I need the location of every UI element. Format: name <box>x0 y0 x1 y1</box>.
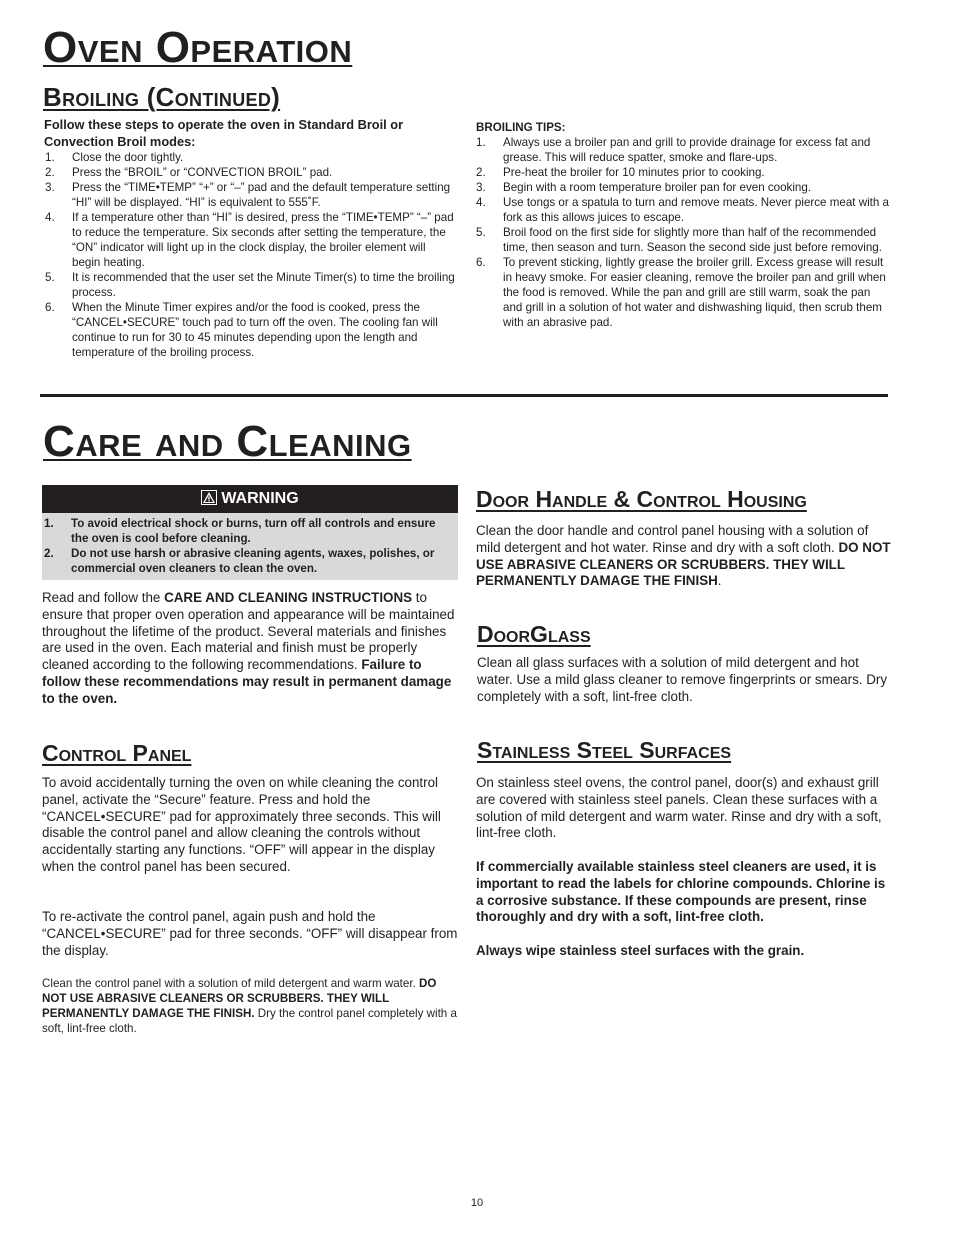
control-panel-text-3 <box>42 976 462 1036</box>
control-panel-clean-text: Clean the control panel with a solution of mild detergent and warm water. <box>42 977 420 990</box>
broil-tips-list <box>474 135 890 330</box>
broil-tip-text: To prevent sticking, lightly grease the broiler grill. Excess grease will result in heavy smoke. For easier cleaning, remove the broiler pan and grill when the food is removed. While the pan and grill are still warm, soak the pan and grill in a solution of hot water and dishwashing liquid, then scrub them with an abrasive pad. <box>503 256 886 329</box>
warning-box <box>42 485 458 580</box>
section-heading-door-glass: DoorGlass <box>477 621 591 647</box>
section-heading-stainless-steel: Stainless Steel Surfaces <box>477 737 732 763</box>
care-intro <box>42 590 462 708</box>
warning-label: WARNING <box>221 490 299 507</box>
warning-item <box>42 546 454 576</box>
warning-body <box>42 513 458 580</box>
broil-tip <box>474 180 890 195</box>
control-panel-text-1: To avoid accidentally turning the oven on while cleaning the control panel, activate the “Secure” feature. Press and hold the “CANCEL•SECURE” pad for approximately three seconds. This will disable the control panel and allow cleaning the controls without accidentally starting any functions. “OFF” will appear in the display when the control panel has been secured. <box>42 775 441 874</box>
broil-tip-text: Always use a broiler pan and grill to provide drainage for excess fat and grease. This will reduce spatter, smoke and flare-ups. <box>503 136 871 164</box>
broil-tip-text: Broil food on the first side for slightly more than half of the recommended time, then season and turn. Season the second side just before removing. <box>503 226 882 254</box>
broil-steps-block <box>43 117 457 360</box>
warning-item-number: 2. <box>44 547 54 560</box>
care-intro-text: Read and follow the <box>42 590 165 605</box>
page-number: 10 <box>470 1197 484 1209</box>
section-divider <box>40 394 888 397</box>
door-handle-instructions: Clean the door handle and control panel housing with a solution of mild detergent and hot water. Rinse and dry with a soft cloth. <box>476 523 869 555</box>
broil-step <box>43 165 457 180</box>
care-intro-bold-warning: Failure to follow these recommendations may result in permanent damage to the oven. <box>42 657 452 706</box>
broil-tip-number: 1. <box>476 136 486 149</box>
broil-tip <box>474 165 890 180</box>
broil-steps-list <box>43 150 457 360</box>
section-heading-door-handle: Door Handle & Control Housing <box>476 486 807 512</box>
warning-item-number: 1. <box>44 517 54 530</box>
warning-triangle-icon <box>201 490 217 505</box>
broil-tip <box>474 135 890 165</box>
broil-step-text: When the Minute Timer expires and/or the food is cooked, press the “CANCEL•SECURE” touch pad to turn off the oven. The cooling fan will continue to run for 30 to 45 minutes depending upon the length and temperature of the broiling process. <box>72 301 438 359</box>
control-panel-clean-text-2: Dry the control panel completely with a soft, lint-free cloth. <box>42 1007 457 1035</box>
broil-tip-text: Pre-heat the broiler for 10 minutes prior to cooking. <box>503 166 765 179</box>
broil-tips-block <box>474 120 890 330</box>
broil-step <box>43 180 457 210</box>
broil-step-text: If a temperature other than “HI” is desired, press the “TIME•TEMP” “–” pad to reduce the temperature. Six seconds after setting the temperature, the “ON” indicator will light up in the clock display, the broiler element will begin heating. <box>72 211 454 269</box>
control-panel-text-2: To re-activate the control panel, again push and hold the “CANCEL•SECURE” pad for three seconds. “OFF” will disappear from the display. <box>42 909 458 958</box>
door-handle-period: . <box>717 573 722 589</box>
section-heading-broiling: Broiling (Continued) <box>43 82 281 112</box>
page-title-oven-operation: Oven Operation <box>43 23 353 72</box>
door-glass-text: Clean all glass surfaces with a solution of mild detergent and hot water. Use a mild glass cleaner to remove fingerprints or smears. Dry completely with a soft, lint-free cloth. <box>477 655 888 704</box>
care-intro-bold-title: CARE AND CLEANING INSTRUCTIONS <box>164 590 413 605</box>
broil-steps-intro: Follow these steps to operate the oven in Standard Broil or Convection Broil modes: <box>44 117 404 149</box>
control-panel-clean-warning: DO NOT USE ABRASIVE CLEANERS OR SCRUBBERS. THEY WILL PERMANENTLY DAMAGE THE FINISH. <box>42 977 437 1020</box>
broil-tips-heading: BROILING TIPS: <box>476 121 566 134</box>
warning-item-text: To avoid electrical shock or burns, turn off all controls and ensure the oven is cool before cleaning. <box>71 517 436 545</box>
care-intro-text-2: to ensure that proper oven operation and appearance will be maintained throughout the lifetime of the product. Several materials and finishes are used in the oven. Each material and finish must be properly cleaned according to the following recommendations. <box>42 590 455 673</box>
broil-step-number: 4. <box>45 211 55 224</box>
door-handle-warning: DO NOT USE ABRASIVE CLEANERS OR SCRUBBERS. THEY WILL PERMANENTLY DAMAGE THE FINISH <box>476 539 891 589</box>
broil-tip <box>474 225 890 255</box>
broil-step-text: It is recommended that the user set the Minute Timer(s) to time the broiling process. <box>72 271 455 299</box>
broil-step <box>43 150 457 165</box>
page-title-care-cleaning: Care and Cleaning <box>43 417 412 466</box>
section-heading-control-panel: Control Panel <box>42 740 192 766</box>
broil-tip-number: 4. <box>476 196 486 209</box>
warning-list <box>42 516 454 576</box>
broil-step-number: 2. <box>45 166 55 179</box>
broil-tip-number: 2. <box>476 166 486 179</box>
warning-item-text: Do not use harsh or abrasive cleaning agents, waxes, polishes, or commercial oven cleaners to clean the oven. <box>71 547 435 575</box>
broil-step-number: 6. <box>45 301 55 314</box>
broil-step-number: 5. <box>45 271 55 284</box>
broil-step-text: Press the “TIME•TEMP” “+” or “–” pad and the default temperature setting “HI” will be displayed. “HI” is equivalent to 555˚F. <box>72 181 451 209</box>
broil-step-number: 3. <box>45 181 55 194</box>
stainless-text-1: On stainless steel ovens, the control panel, door(s) and exhaust grill are covered with stainless steel panels. Clean these surfaces with a solution of mild detergent and warm water. Rinse and dry with a soft, lint-free cloth. <box>476 775 882 841</box>
broil-tip-text: Begin with a room temperature broiler pan for even cooking. <box>503 181 812 194</box>
broil-step-number: 1. <box>45 151 55 164</box>
broil-step <box>43 270 457 300</box>
broil-step <box>43 210 457 270</box>
warning-header <box>42 485 458 513</box>
stainless-text-3: Always wipe stainless steel surfaces with the grain. <box>476 943 805 958</box>
broil-tip <box>474 195 890 225</box>
broil-step-text: Press the “BROIL” or “CONVECTION BROIL” pad. <box>72 166 333 179</box>
broil-tip-number: 3. <box>476 181 486 194</box>
stainless-text-2: If commercially available stainless steel cleaners are used, it is important to read the labels for chlorine compounds. Chlorine is a corrosive substance. If these compounds are present, rinse thoroughly and dry with a soft, lint-free cloth. <box>476 859 886 925</box>
broil-step <box>43 300 457 360</box>
broil-tip-number: 5. <box>476 226 486 239</box>
broil-tip <box>474 255 890 330</box>
broil-tip-number: 6. <box>476 256 486 269</box>
broil-step-text: Close the door tightly. <box>72 151 184 164</box>
warning-item <box>42 516 454 546</box>
door-handle-text <box>476 523 896 590</box>
broil-tip-text: Use tongs or a spatula to turn and remove meats. Never pierce meat with a fork as this allows juices to escape. <box>503 196 890 224</box>
